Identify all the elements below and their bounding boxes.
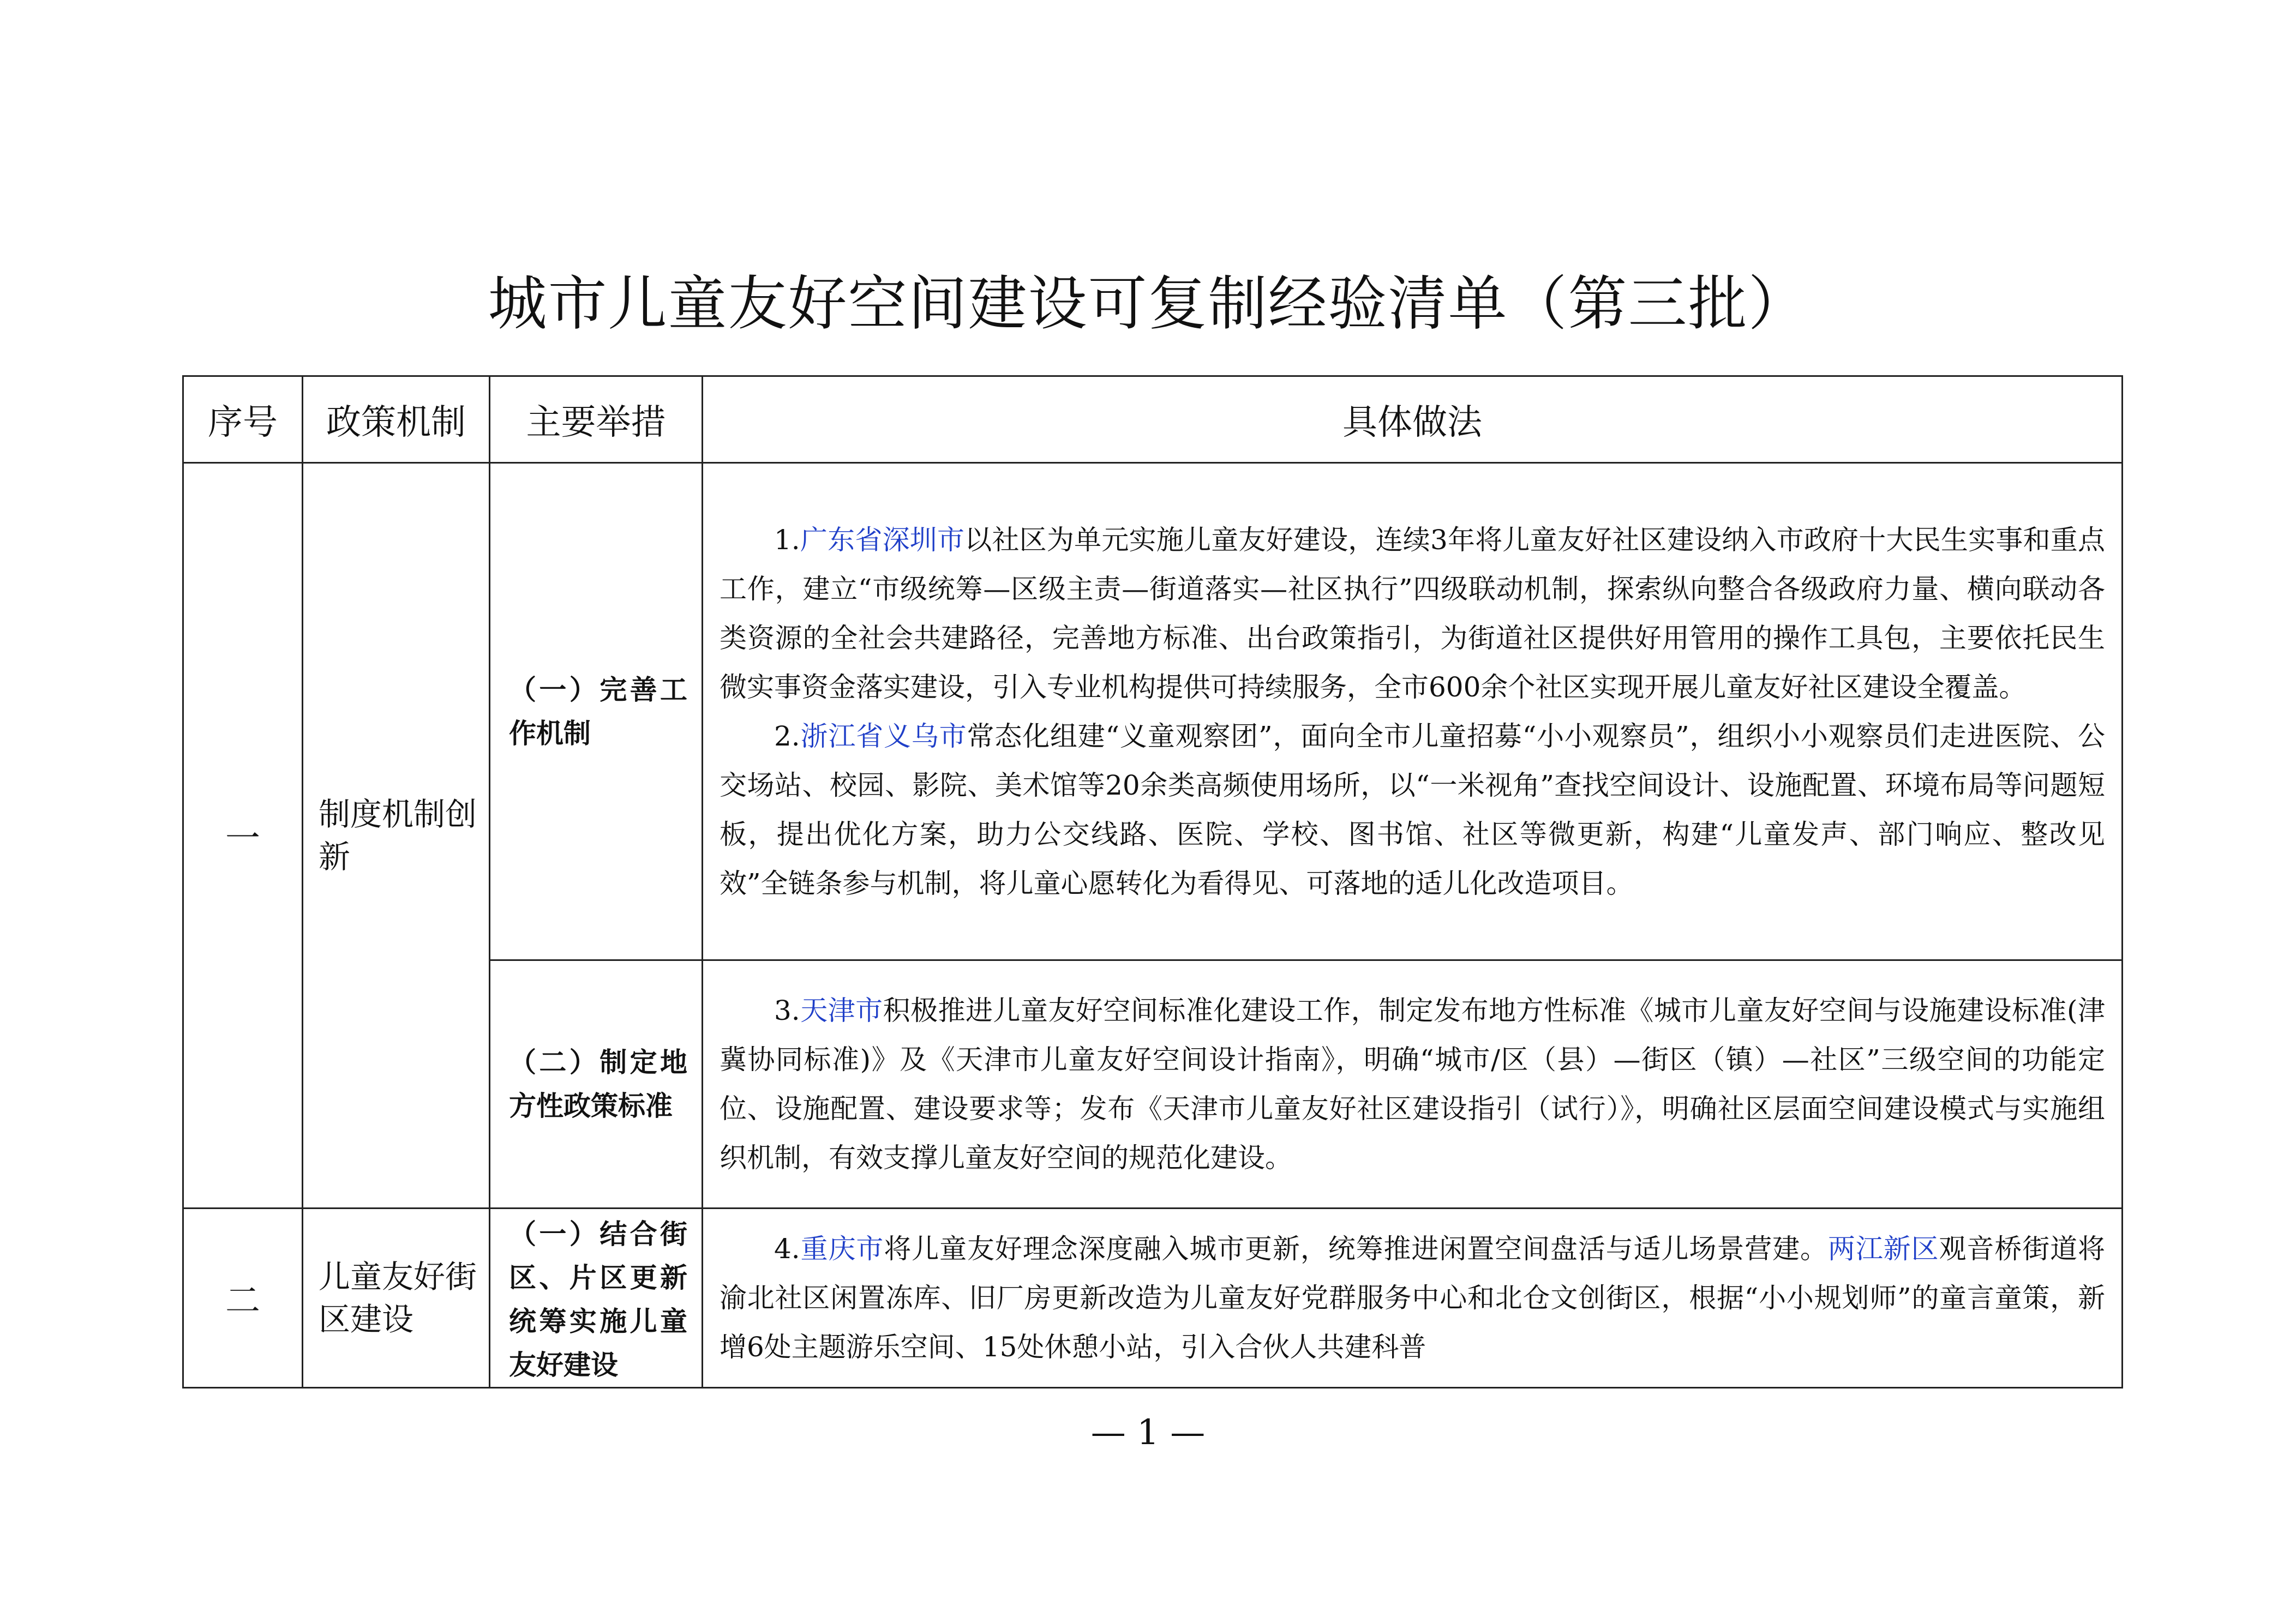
place-name: 两江新区	[1827, 1233, 1939, 1265]
detail-item: 3.天津市积极推进儿童友好空间标准化建设工作，制定发布地方性标准《城市儿童友好空间与设施建设标准(津冀协同标准)》及《天津市儿童友好空间设计指南》，明确“城市/区（县）—街区（镇）—社区”三级空间的功能定位、设施配置、建设要求等；发布《天津市儿童友好社区建设指引（试行）》，明确社区层面空间建设模式与实施组织机制，有效支撑儿童友好空间的规范化建设。	[720, 995, 2105, 1174]
detail-item: 1.广东省深圳市以社区为单元实施儿童友好建设，连续3年将儿童友好社区建设纳入市政府十大民生实事和重点工作，建立“市级统筹—区级主责—街道落实—社区执行”四级联动机制，探索纵向整合各级政府力量、横向联动各类资源的全社会共建路径，完善地方标准、出台政策指引，为街道社区提供好用管用的操作工具包，主要依托民生微实事资金落实建设，引入专业机构提供可持续服务，全市600余个社区实现开展儿童友好社区建设全覆盖。	[720, 524, 2106, 703]
experience-table	[182, 375, 2123, 1388]
row-detail	[703, 960, 2123, 1209]
header-detail: 具体做法	[703, 376, 2123, 463]
page-title: 城市儿童友好空间建设可复制经验清单（第三批）	[488, 270, 1808, 338]
header-seq: 序号	[183, 376, 303, 463]
row-seq: 一	[183, 463, 303, 1209]
header-mechanism: 政策机制	[303, 376, 490, 463]
header-measure: 主要举措	[490, 376, 703, 463]
detail-item: 2.浙江省义乌市常态化组建“义童观察团”，面向全市儿童招募“小小观察员”，组织小小观察员们走进医院、公交场站、校园、影院、美术馆等20余类高频使用场所，以“一米视角”查找空间设计、设施配置、环境布局等问题短板，提出优化方案，助力公交线路、医院、学校、图书馆、社区等微更新，构建“儿童发声、部门响应、整改见效”全链条参与机制，将儿童心愿转化为看得见、可落地的适儿化改造项目。	[720, 720, 2105, 899]
place-name: 天津市	[800, 995, 883, 1026]
row-detail	[703, 1209, 2123, 1388]
place-name: 重庆市	[800, 1233, 884, 1265]
row-detail	[703, 463, 2123, 960]
row-measure: （一）结合街区、片区更新统筹实施儿童友好建设	[490, 1209, 703, 1388]
place-name: 浙江省义乌市	[800, 720, 967, 752]
row-mechanism: 儿童友好街区建设	[303, 1209, 490, 1388]
table-header-row	[183, 376, 2123, 463]
row-seq: 二	[183, 1209, 303, 1388]
row-measure: （一）完善工作机制	[490, 463, 703, 960]
page-number: — 1 —	[1090, 1412, 1206, 1453]
table-row	[183, 463, 2123, 960]
place-name: 广东省深圳市	[800, 524, 965, 556]
row-mechanism: 制度机制创新	[303, 463, 490, 1209]
detail-item: 4.重庆市将儿童友好理念深度融入城市更新，统筹推进闲置空间盘活与适儿场景营建。两江新区观音桥街道将渝北社区闲置冻库、旧厂房更新改造为儿童友好党群服务中心和北仓文创街区，根据“小小规划师”的童言童策，新增6处主题游乐空间、15处休憩小站，引入合伙人共建科普	[720, 1233, 2106, 1363]
table-row	[183, 1209, 2123, 1388]
row-measure: （二）制定地方性政策标准	[490, 960, 703, 1209]
